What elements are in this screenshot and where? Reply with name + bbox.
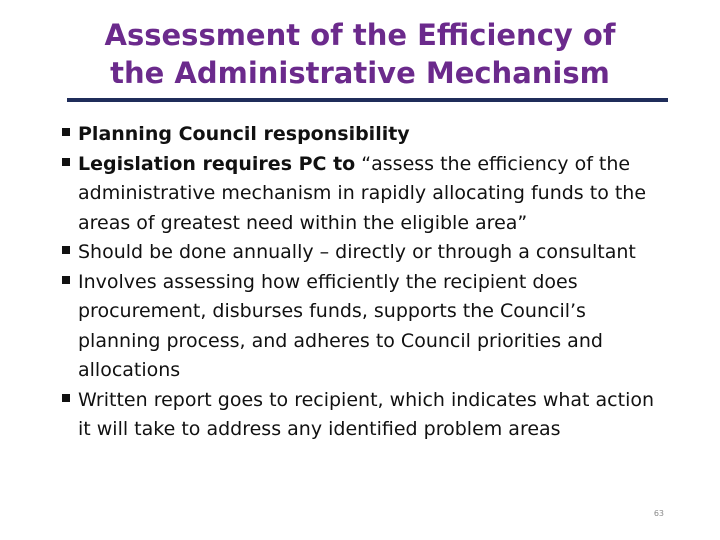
slide-title-line-2: the Administrative Mechanism xyxy=(110,56,610,90)
bullet-text: Planning Council responsibility xyxy=(78,123,410,145)
square-bullet-icon xyxy=(62,128,70,136)
bullet-text-bold-lead: Legislation requires PC to xyxy=(78,152,356,175)
bullet-text: Should be done annually – directly or through a consultant xyxy=(78,241,636,263)
bullet-text: Involves assessing how efficiently the recipient does procurement, disburses funds, supports the Council’s planning process, and adheres to Council priorities and allocations xyxy=(78,270,603,381)
square-bullet-icon xyxy=(62,276,70,284)
bullet-item xyxy=(62,238,672,268)
bullet-item xyxy=(62,386,672,445)
bullet-text xyxy=(78,153,646,234)
bullet-text-rest: “assess the efficiency of the administrative mechanism in rapidly allocating funds to the areas of greatest need within the eligible area” xyxy=(78,152,647,234)
bullet-item xyxy=(62,120,672,150)
square-bullet-icon xyxy=(62,246,70,254)
slide-title xyxy=(40,16,680,92)
title-divider xyxy=(67,98,668,102)
page-number: 63 xyxy=(653,509,664,518)
square-bullet-icon xyxy=(62,394,70,402)
bullet-list xyxy=(62,120,672,445)
slide-title-line-1: Assessment of the Efficiency of xyxy=(104,18,616,52)
bullet-item xyxy=(62,150,672,239)
bullet-text: Written report goes to recipient, which indicates what action it will take to address any identified problem areas xyxy=(78,388,655,440)
bullet-item xyxy=(62,268,672,386)
square-bullet-icon xyxy=(62,158,70,166)
